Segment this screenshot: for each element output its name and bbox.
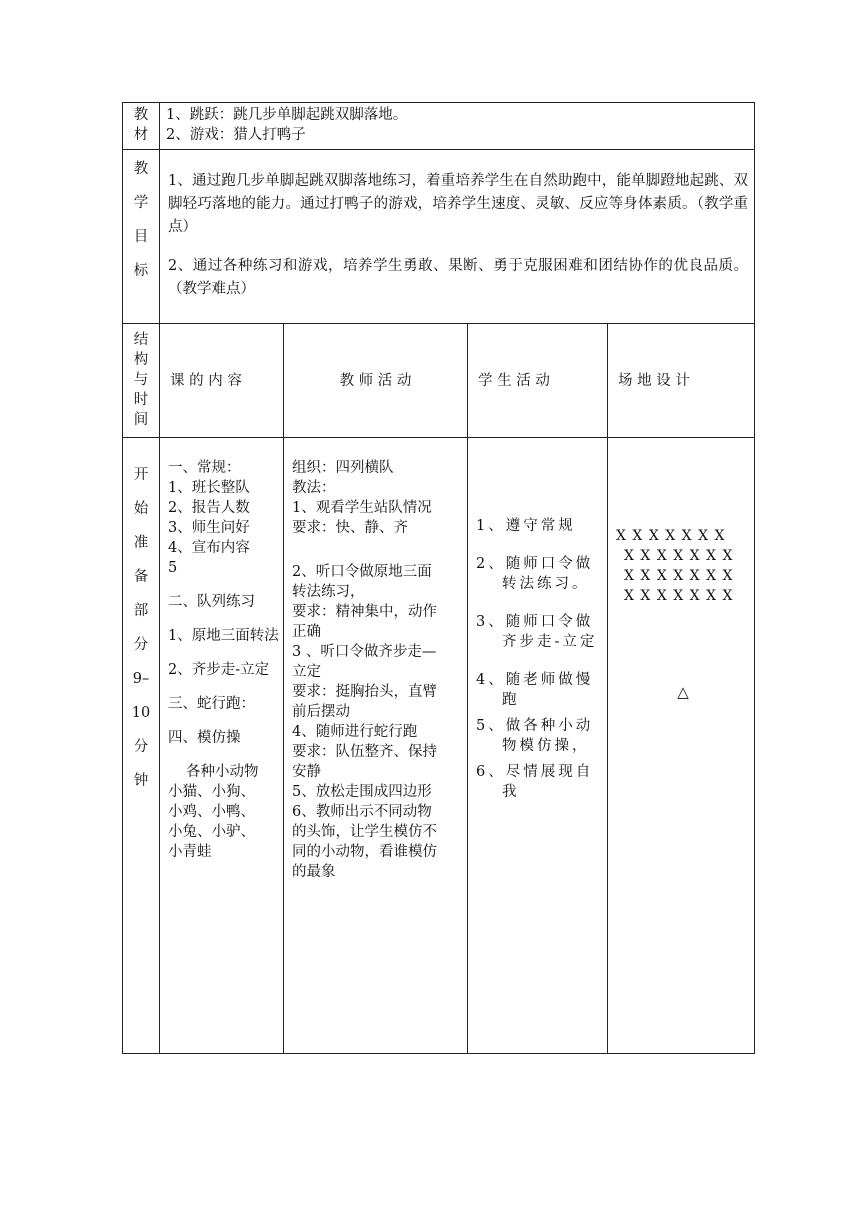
imitation-title: 四、模仿操 <box>168 730 241 746</box>
animals-intro: 各种小动物 <box>186 764 259 780</box>
drill-title: 二、队列练习 <box>168 594 255 610</box>
animal-line: 小猫、小狗、 <box>168 784 255 800</box>
formation-diagram <box>616 526 750 702</box>
teacher-line: 转法练习， <box>292 584 365 600</box>
objectives-row <box>123 150 755 324</box>
teacher-line: 要求：快、静、齐 <box>292 520 408 536</box>
lesson-content-cell <box>160 438 284 1054</box>
student-item: 4、随老师做慢跑 <box>476 672 594 708</box>
teacher-line: 立定 <box>292 664 321 680</box>
materials-content <box>160 103 755 150</box>
student-formation-row: X X X X X X X <box>624 568 734 584</box>
student-activity-cell <box>468 438 608 1054</box>
teacher-line: 前后摆动 <box>292 704 350 720</box>
teacher-line: 同的小动物，看谁模仿 <box>292 844 437 860</box>
materials-row <box>123 103 755 150</box>
structure-time-header: 结 构 与 时 间 <box>123 324 160 438</box>
teacher-line: 的头饰，让学生模仿不 <box>292 824 437 840</box>
teacher-line: 要求：精神集中，动作 <box>292 604 437 620</box>
animal-line: 小兔、小驴、 <box>168 824 255 840</box>
teacher-line: 要求：队伍整齐、保持 <box>292 744 437 760</box>
objectives-label: 教 学 目 标 <box>123 150 160 324</box>
warmup-section-row <box>123 438 755 1054</box>
section-label: 开 始 准 备 部 分 9– 10 分 钟 <box>123 438 160 1054</box>
drill-item: 2、齐步走-立定 <box>168 662 270 678</box>
student-item: 1、遵守常规 <box>476 518 576 534</box>
teacher-line: 5、放松走围成四边形 <box>292 784 432 800</box>
student-activity-header: 学 生 活 动 <box>468 324 608 438</box>
teacher-line: 正确 <box>292 624 321 640</box>
content-header: 课 的 内 容 <box>160 324 284 438</box>
routine-title: 一、常规： <box>168 460 241 476</box>
teacher-activity-header: 教 师 活 动 <box>284 324 468 438</box>
routine-item: 1、班长整队 <box>168 480 250 496</box>
drill-item: 1、原地三面转法 <box>168 628 279 644</box>
teacher-line: 教法： <box>292 480 336 496</box>
routine-item: 3、师生问好 <box>168 520 250 536</box>
animal-line: 小青蛙 <box>168 844 212 860</box>
routine-item: 5 <box>168 560 178 576</box>
teacher-line: 6、教师出示不同动物 <box>292 804 432 820</box>
teacher-line: 安静 <box>292 764 321 780</box>
teacher-activity-cell <box>284 438 468 1054</box>
teacher-line: 1、观看学生站队情况 <box>292 500 432 516</box>
teacher-line: 4、随师进行蛇行跑 <box>292 724 418 740</box>
teacher-position-icon: △ <box>677 683 689 701</box>
student-item: 5、做各种小动物模仿操， <box>476 718 594 754</box>
student-formation-row: X X X X X X X <box>624 588 734 604</box>
student-item: 3、随师口令做齐步走-立定 <box>476 614 598 650</box>
material-item: 1、跳跃：跳几步单脚起跳双脚落地。 <box>166 107 408 123</box>
objective-paragraph: 1、通过跑几步单脚起跳双脚落地练习，着重培养学生在自然助跑中，能单脚蹬地起跳、双脚轻巧落地的能力。通过打鸭子的游戏，培养学生速度、灵敏、反应等身体素质。（教学重点） <box>168 173 749 235</box>
materials-label: 教 材 <box>123 103 160 150</box>
venue-design-header: 场 地 设 计 <box>608 324 755 438</box>
teacher-line: 2、听口令做原地三面 <box>292 564 432 580</box>
student-formation-row: X X X X X X X <box>616 528 726 544</box>
snake-run-title: 三、蛇行跑： <box>168 696 255 712</box>
teacher-line: 3 、听口令做齐步走— <box>292 644 437 660</box>
teacher-line: 要求：挺胸抬头，直臂 <box>292 684 437 700</box>
teacher-line: 组织：四列横队 <box>292 460 394 476</box>
teacher-line: 的最象 <box>292 864 336 880</box>
animal-line: 小鸡、小鸭、 <box>168 804 255 820</box>
student-item: 6、尽情展现自我 <box>476 764 594 800</box>
material-item: 2、游戏：猎人打鸭子 <box>166 127 306 143</box>
objective-paragraph: 2、通过各种练习和游戏，培养学生勇敢、果断、勇于克服困难和团结协作的优良品质。（教学难点） <box>168 258 749 297</box>
student-formation-row: X X X X X X X <box>624 548 734 564</box>
student-item: 2、随师口令做转法练习。 <box>476 556 594 592</box>
objectives-content <box>160 150 755 324</box>
routine-item: 2、报告人数 <box>168 500 250 516</box>
teacher-line-gap <box>292 538 463 554</box>
header-row <box>123 324 755 438</box>
routine-item: 4、宣布内容 <box>168 540 250 556</box>
lesson-plan-table <box>122 102 755 1054</box>
venue-design-cell <box>608 438 755 1054</box>
